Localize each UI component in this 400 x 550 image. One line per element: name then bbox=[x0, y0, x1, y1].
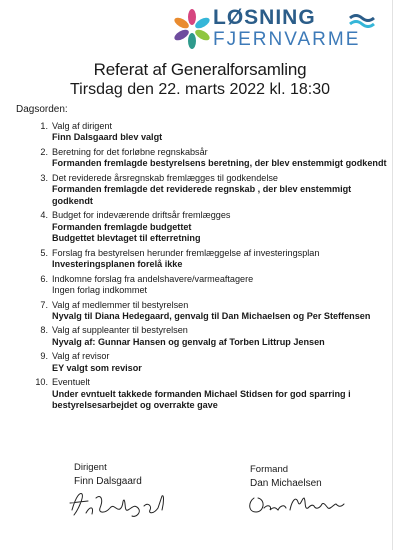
agenda-label: Dagsorden: bbox=[16, 104, 68, 115]
agenda-item-heading: Budget for indeværende driftsår fremlægges bbox=[52, 210, 231, 221]
agenda-item-result: Ingen forlag indkommet bbox=[52, 284, 148, 295]
signature-name: Dan Michaelsen bbox=[250, 478, 322, 489]
agenda-item bbox=[32, 173, 392, 207]
agenda-item-result: Formanden fremlagde det reviderede regnskab , der blev enstemmigt godkendt bbox=[52, 184, 352, 206]
agenda-item-heading: Eventuelt bbox=[52, 377, 90, 388]
agenda-item-number: 1. bbox=[40, 121, 48, 131]
agenda-item-heading: Beretning for det forløbne regnskabsår bbox=[52, 146, 208, 157]
agenda-item bbox=[32, 248, 392, 271]
agenda-item bbox=[32, 300, 392, 323]
agenda-item-number: 6. bbox=[40, 273, 48, 284]
agenda-item bbox=[32, 377, 392, 411]
agenda-item-result: Nyvalg til Diana Hedegaard, genvalg til Dan Michaelsen og Per Steffensen bbox=[52, 310, 371, 321]
agenda-item-heading: Valg af suppleanter til bestyrelsen bbox=[52, 325, 188, 336]
agenda-item-result: Budgettet blevtaget til efterretning bbox=[52, 232, 201, 243]
agenda-item bbox=[32, 274, 392, 297]
agenda-item-result: Under evntuelt takkede formanden Michael Stidsen for god sparring i bestyrelsesarbejdet og overrakte gave bbox=[52, 388, 351, 411]
agenda-item-number: 9. bbox=[40, 351, 48, 362]
page-title: Referat af Generalforsamling bbox=[93, 60, 307, 79]
agenda-item bbox=[32, 147, 392, 170]
agenda-item bbox=[32, 121, 392, 144]
agenda-item-number: 10. bbox=[35, 377, 48, 388]
signature-block-formand bbox=[250, 464, 322, 490]
logo-text-fjernvarme: FJERNVARME bbox=[213, 29, 361, 50]
agenda-list bbox=[32, 121, 392, 415]
agenda-item-result: Formanden fremlagde budgettet bbox=[52, 221, 192, 232]
signature-role: Formand bbox=[250, 464, 289, 475]
meeting-date: Tirsdag den 22. marts 2022 kl. 18:30 bbox=[70, 81, 330, 98]
agenda-item bbox=[32, 210, 392, 244]
agenda-item-number: 4. bbox=[40, 210, 48, 221]
company-logo bbox=[170, 5, 395, 55]
agenda-item-number: 8. bbox=[40, 325, 48, 336]
agenda-item-result: Investeringsplanen forelå ikke bbox=[52, 258, 183, 269]
agenda-item-result: Formanden fremlagde bestyrelsens beretning, der blev enstemmigt godkendt bbox=[52, 158, 387, 169]
signature-block-dirigent bbox=[74, 462, 142, 488]
agenda-item-heading: Forslag fra bestyrelsen herunder fremlæggelse af investeringsplan bbox=[52, 247, 320, 258]
logo-text-losning: LØSNING bbox=[213, 6, 316, 29]
signature-role: Dirigent bbox=[74, 462, 107, 473]
logo-waves-icon bbox=[348, 12, 378, 28]
agenda-item-heading: Valg af dirigent bbox=[52, 121, 112, 131]
agenda-item-number: 5. bbox=[40, 247, 48, 258]
agenda-item-result: EY valgt som revisor bbox=[52, 362, 142, 373]
handwritten-signature-finn-dalsgaard bbox=[66, 488, 176, 522]
agenda-item-heading: Valg af medlemmer til bestyrelsen bbox=[52, 299, 189, 310]
agenda-item-number: 2. bbox=[40, 146, 48, 157]
agenda-item-heading: Valg af revisor bbox=[52, 351, 110, 362]
agenda-item-result: Finn Dalsgaard blev valgt bbox=[52, 132, 163, 143]
agenda-item-heading: Indkomne forslag fra andelshavere/varmeaftagere bbox=[52, 273, 254, 284]
agenda-item-result: Nyvalg af: Gunnar Hansen og genvalg af Torben Littrup Jensen bbox=[52, 336, 325, 347]
agenda-item-number: 7. bbox=[40, 299, 48, 310]
agenda-item-heading: Det reviderede årsregnskab fremlægges til godkendelse bbox=[52, 172, 278, 183]
agenda-item bbox=[32, 351, 392, 374]
agenda-item bbox=[32, 325, 392, 348]
agenda-item-number: 3. bbox=[40, 172, 48, 183]
handwritten-signature-dan-michaelsen bbox=[244, 490, 354, 520]
signature-name: Finn Dalsgaard bbox=[74, 476, 142, 487]
